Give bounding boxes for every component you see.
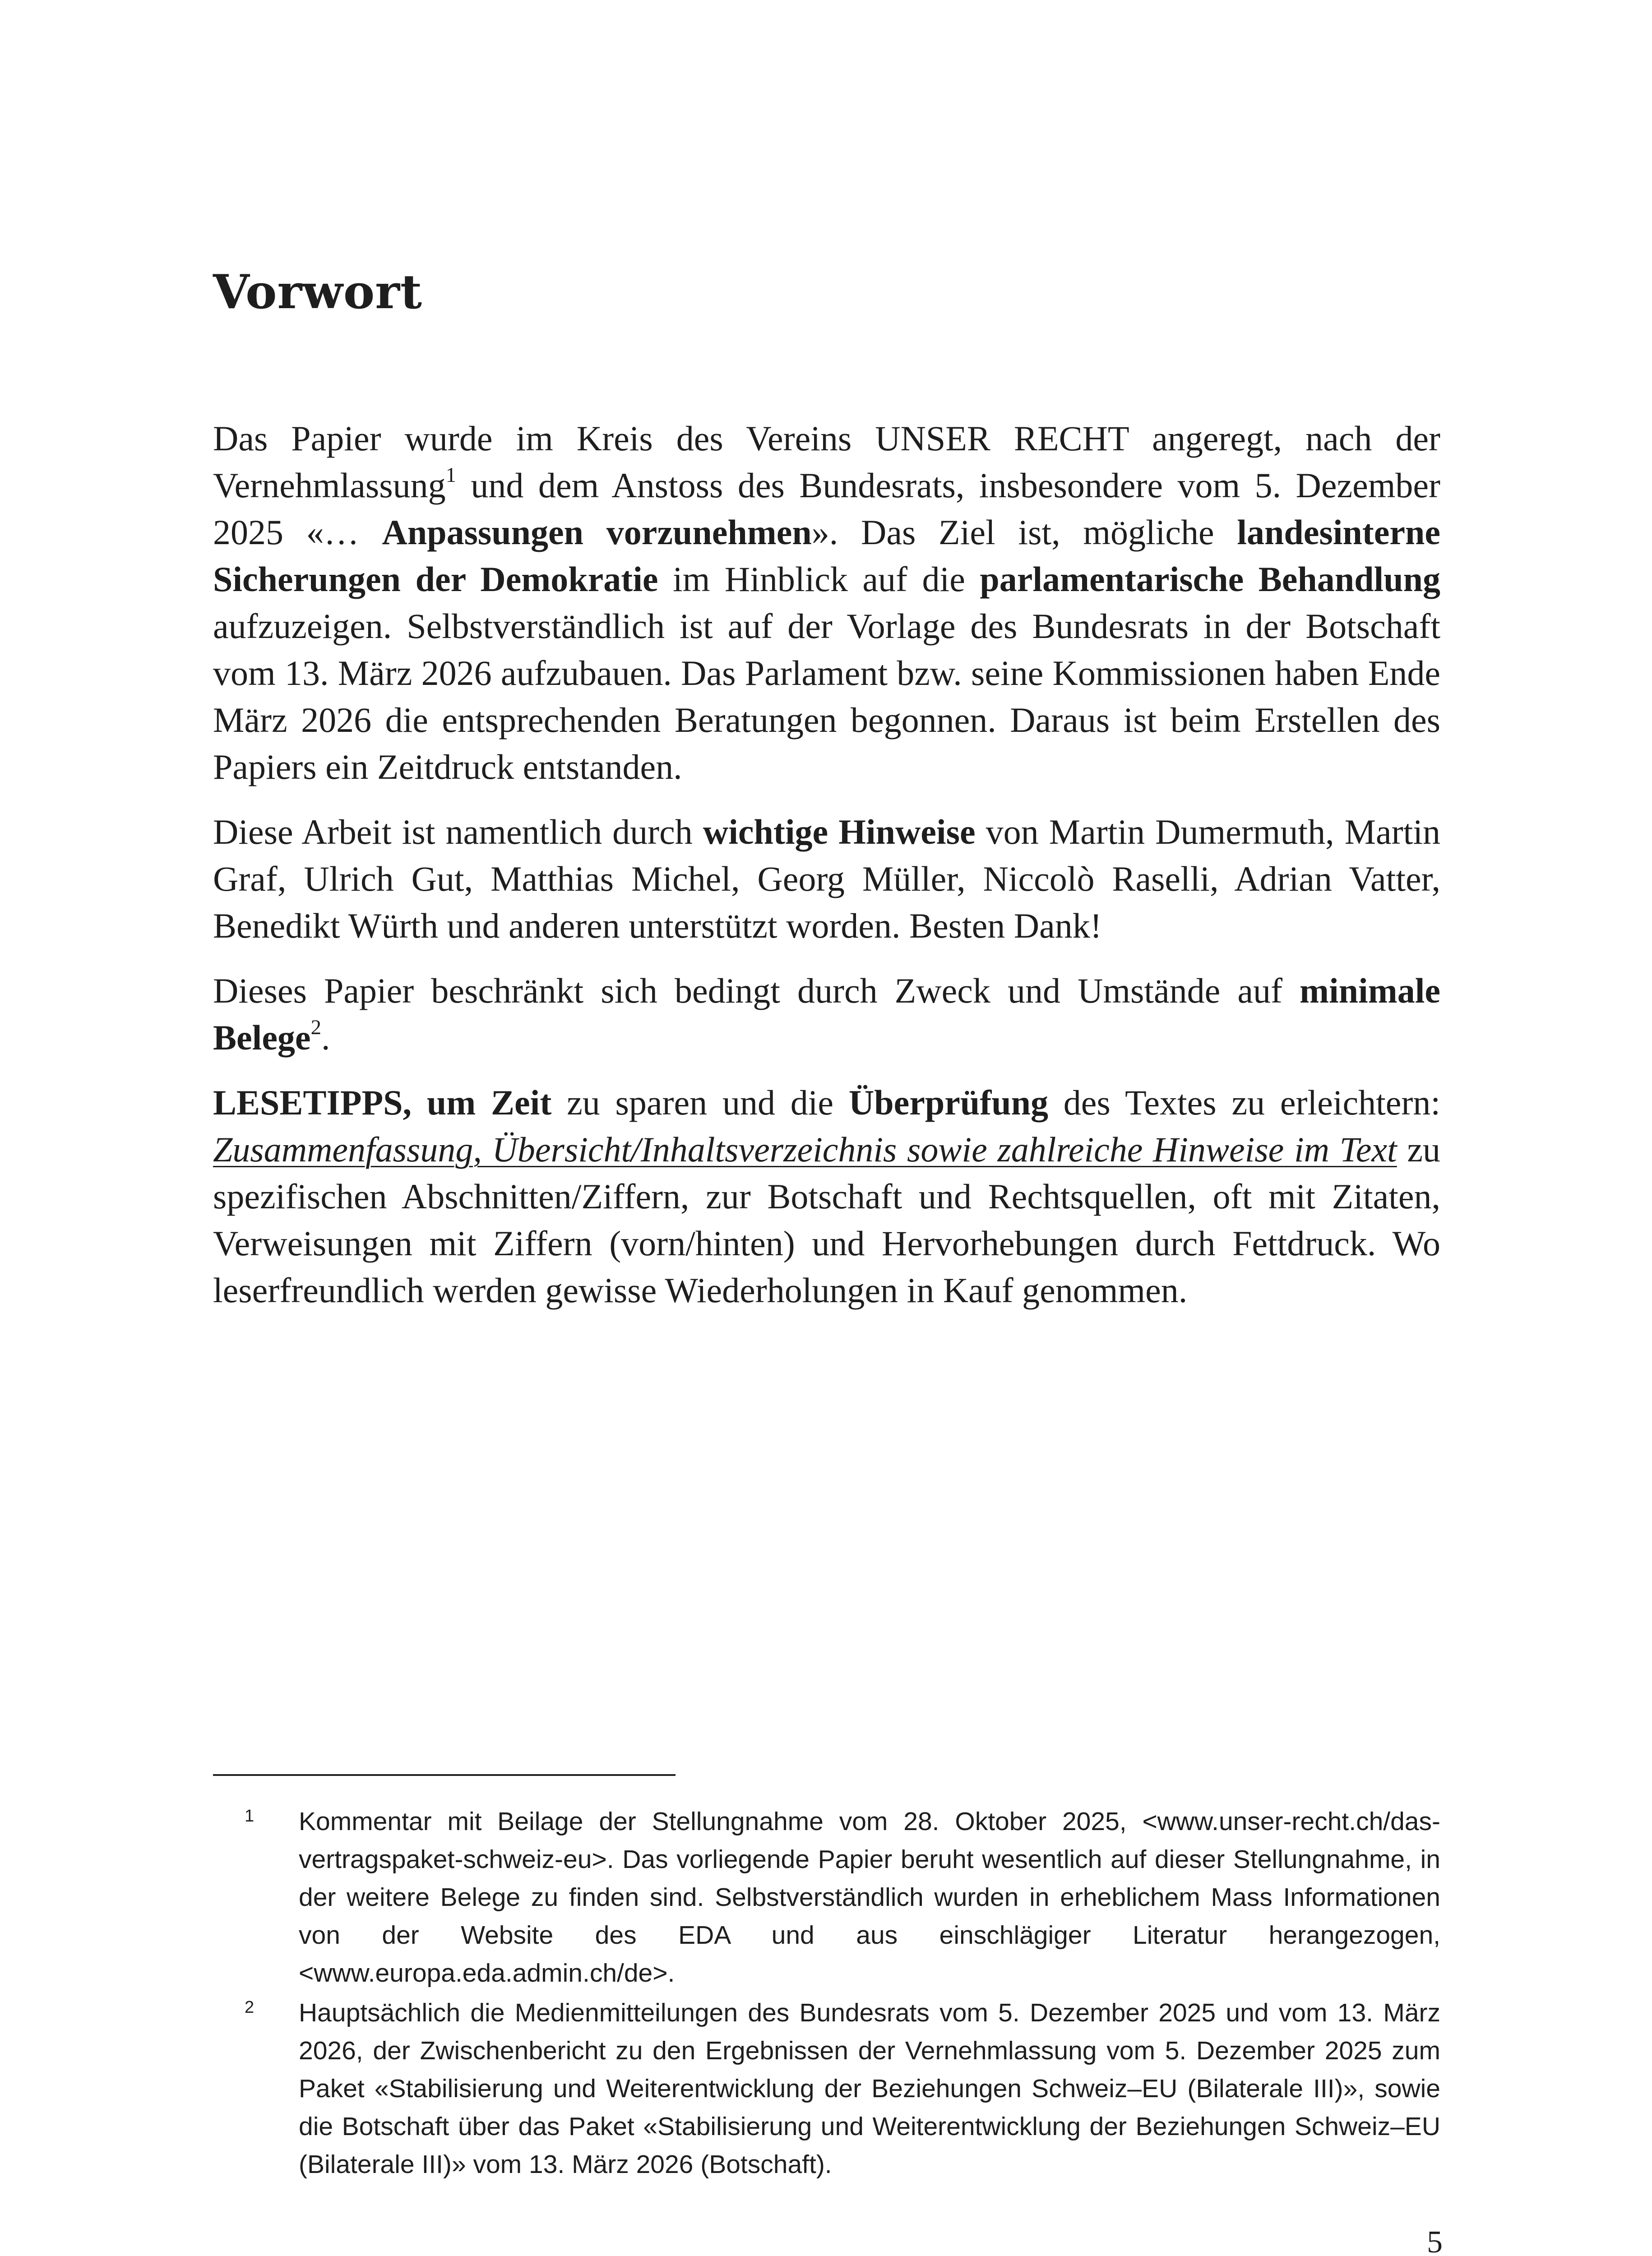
bold-text: Anpassungen vorzunehmen xyxy=(382,513,812,552)
bold-text: wichtige Hinweise xyxy=(703,812,976,851)
footnote-ref-2[interactable]: 2 xyxy=(310,1015,321,1039)
bold-text: landesinterne Sicherungen der Demokratie xyxy=(213,513,1440,599)
footnote-ref-1[interactable]: 1 xyxy=(445,463,456,487)
page-number: 5 xyxy=(1427,2225,1443,2256)
footnote-number: 2 xyxy=(245,1998,255,2017)
reading-tip-italic-text: Zusammenfassung, Übersicht/Inhaltsverzeichnis sowie zahlreiche Hinweise im Text xyxy=(213,1130,1397,1169)
paragraph-4 xyxy=(213,1079,1440,1314)
footnote-text: Kommentar mit Beilage der Stellungnahme vom 28. Oktober 2025, <www.unser-recht.ch/das-vertragspaket-schweiz-eu>. Das vorliegende Papier beruht wesentlich auf dieser Stellungnahme, in der weitere Belege zu finden sind. Selbstverständlich wurden in erheblichem Mass Informationen von der Website des EDA und aus einschlägiger Literatur herangezogen, <www.europa.eda.admin.ch/de>. xyxy=(299,1807,1440,1988)
paragraph-2 xyxy=(213,809,1440,949)
paragraph-3 xyxy=(213,967,1440,1061)
footnotes xyxy=(213,1803,1440,2185)
footnote xyxy=(213,1994,1440,2183)
footnote-text: Hauptsächlich die Medienmitteilungen des Bundesrats vom 5. Dezember 2025 und vom 13. März 2026, der Zwischenbericht zu den Ergebnissen der Vernehmlassung vom 5. Dezember 2025 zum Paket «Stabilisierung und Weiterentwicklung der Beziehungen Schweiz–EU (Bilaterale III)», sowie die Botschaft über das Paket «Stabilisierung und Weiterentwicklung der Beziehungen Schweiz–EU (Bilaterale III)» vom 13. März 2026 (Botschaft). xyxy=(299,1998,1440,2179)
text-span: Das Papier wurde im Kreis des Vereins UNSER RECHT angeregt, nach der Vernehmlassung xyxy=(213,419,1440,505)
bold-text: parlamentarische Behandlung xyxy=(980,559,1440,599)
text-span: . xyxy=(321,1018,330,1057)
text-span: im Hinblick auf die xyxy=(658,559,980,599)
paragraph-1 xyxy=(213,415,1440,791)
bold-text: minimale Belege xyxy=(213,971,1440,1057)
footnote-number: 1 xyxy=(245,1807,255,1826)
body-text xyxy=(213,415,1440,1332)
footnote-separator xyxy=(213,1774,676,1776)
bold-text: Überprüfung xyxy=(848,1083,1048,1122)
text-span: und dem Anstoss des Bundesrats, insbesondere vom 5. Dezember 2025 «… xyxy=(213,466,1440,552)
page-title: Vorwort xyxy=(213,264,423,319)
text-span: aufzuzeigen. Selbstverständlich ist auf der Vorlage des Bundesrats in der Botschaft vom 13. März 2026 aufzubauen. Das Parlament bzw. seine Kommissionen haben Ende März 2026 die entsprechenden Beratungen begonnen. Daraus ist beim Erstellen des Papiers ein Zeitdruck entstanden. xyxy=(213,606,1440,786)
text-span: ». Das Ziel ist, mögliche xyxy=(811,513,1237,552)
text-span: von Martin Dumermuth, Martin Graf, Ulrich Gut, Matthias Michel, Georg Müller, Niccolò Raselli, Adrian Vatter, Benedikt Würth und anderen unterstützt worden. Besten Dank! xyxy=(213,812,1440,945)
text-span: des Textes zu erleichtern: xyxy=(1048,1083,1441,1122)
text-span: Diese Arbeit ist namentlich durch xyxy=(213,812,703,851)
text-span: Dieses Papier beschränkt sich bedingt durch Zweck und Umstände auf xyxy=(213,971,1300,1010)
text-span: zu spezifischen Abschnitten/Ziffern, zur Botschaft und Rechtsquellen, oft mit Zitaten, Verweisungen mit Ziffern (vorn/hinten) und Hervorhebungen durch Fettdruck. Wo leserfreundlich werden gewisse Wiederholungen in Kauf genommen. xyxy=(213,1130,1440,1310)
footnote xyxy=(213,1803,1440,1992)
text-span: zu sparen und die xyxy=(551,1083,849,1122)
bold-text: LESETIPPS, um Zeit xyxy=(213,1083,552,1122)
